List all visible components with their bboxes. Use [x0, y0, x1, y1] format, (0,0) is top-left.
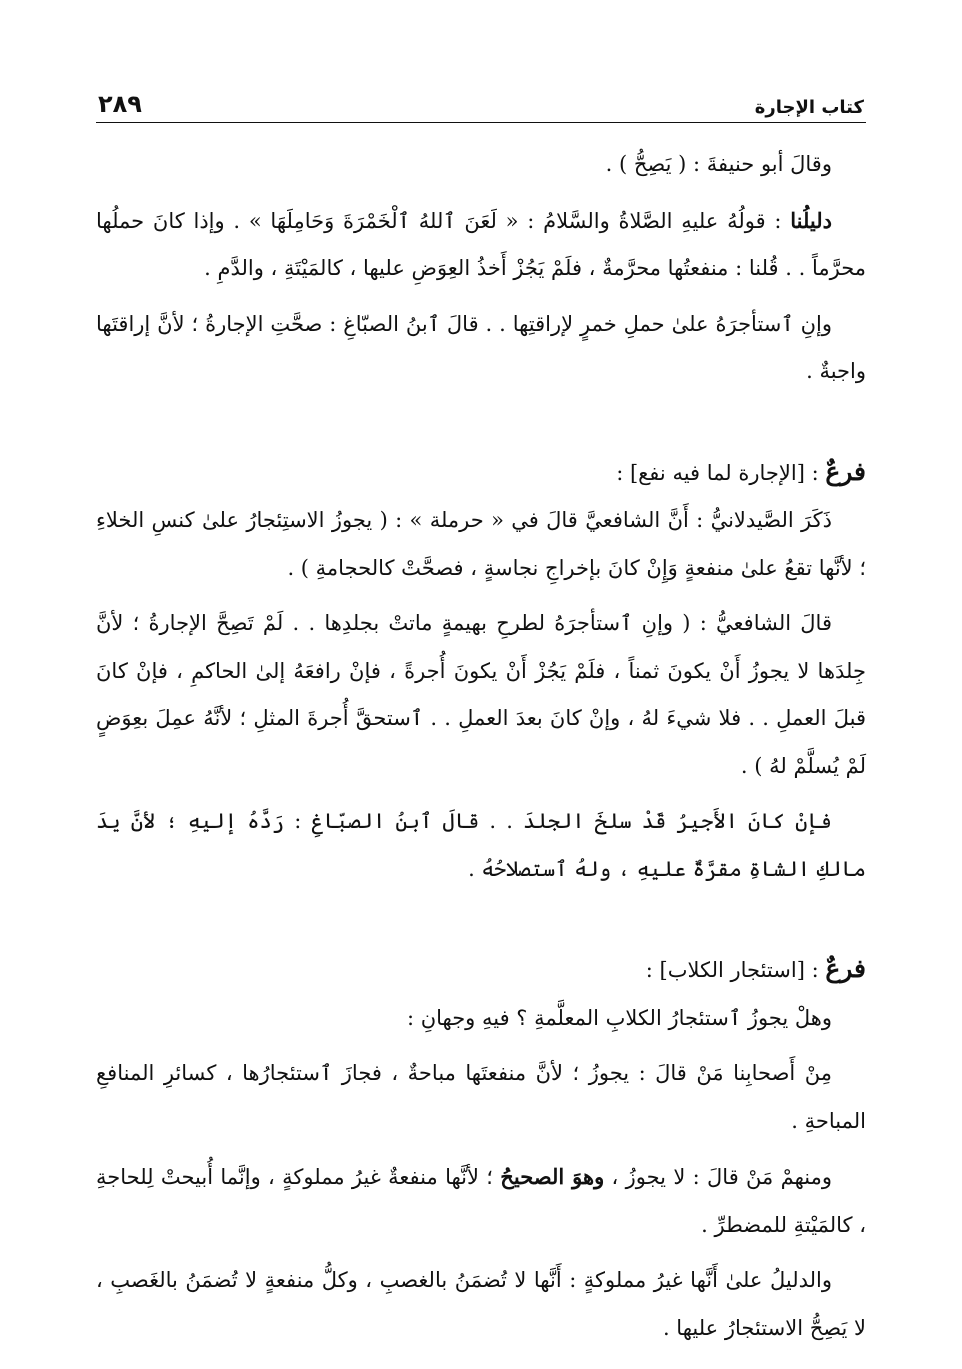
evidence-text: : قولُهُ عليهِ الصَّلاةُ والسَّلامُ : « لَعَنَ ٱللهُ ٱلْخَمْرَةَ وَحَامِلَهَا » . وإذا كانَ حملُها محرَّماً . . قُلنا : منفعتُها محرَّمةٌ ، فلَمْ يَجُزْ أَخذُ العِوَضِ عليها ، كالمَيْتَةِ ، والدَّمِ . [96, 208, 866, 280]
paragraph-second-view [96, 1153, 866, 1249]
section-heading-dogs [96, 945, 866, 995]
correct-view-label: وهوَ الصحيحُ [500, 1164, 605, 1189]
second-view-text-a: ومنهمْ مَنْ قالَ : لا يجوزُ ، [604, 1165, 832, 1189]
paragraph-evidence [96, 197, 866, 293]
paragraph-proof: والدليلُ علىٰ أَنَّها غيرُ مملوكةٍ : أَنَّها لا تُضمَنُ بالغصبِ ، وكلُّ منفعةٍ لا تُضمَنُ بالغَصبِ ، لا يَصِحُّ الاستئجارُ عليها . [96, 1268, 866, 1340]
running-header [96, 78, 866, 123]
far-label: فرعٌ [825, 456, 866, 486]
paragraph-abu-hanifa: وقالَ أبو حنيفةَ : ( يَصِحُّ ) . [605, 152, 832, 176]
main-text [96, 141, 866, 1352]
far-label: فرعٌ [825, 954, 866, 983]
chapter-title: كتاب الإجارة [754, 97, 864, 118]
paragraph-first-view: مِنْ أَصحابِنا مَنْ قالَ : يجوزُ ؛ لأنَّ منفعتَها مباحةٌ ، فجازَ ٱستئجارُها ، كسائرِ المنافعِ المباحةِ . [96, 1061, 866, 1133]
second-view-text-b: ؛ لأنَّها منفعةٌ غيرُ مملوكةٍ ، وإنَّما أُبيحتْ لِلحاجةِ ، كالمَيْتةِ للمضطرِّ . [96, 1165, 866, 1237]
book-page [96, 78, 866, 1369]
section-heading-text: : [الإجارة لما فيه نفع] : [616, 460, 826, 485]
section-heading-beneficial-hire [96, 448, 866, 498]
paragraph-shafii: قالَ الشافعيُّ : ( وإنِ ٱستأجرَهُ لطرحِ بهيمةٍ ماتتْ بجلدِها . . لَمْ تَصِحَّ الإجارةُ ؛ لأنَّ جِلدَها لا يجوزُ أَنْ يكونَ ثمناً ، فلَمْ يَجُزْ أَنْ يكونَ أُجرةً ، فإنْ رافعَهُ إلىٰ الحاكمِ ، فإنْ كانَ قبلَ العملِ . . فلا شيءَ لهُ ، وإنْ كانَ بعدَ العملِ . . ٱستحقَّ أُجرةَ المثلِ ؛ لأنَّهُ عمِلَ بعِوَضٍ لَمْ يُسلَّمْ لهُ ) . [96, 611, 866, 778]
paragraph-dogs-question: وهلْ يجوزُ ٱستئجارُ الكلابِ المعلَّمةِ ؟ فيهِ وجهانِ : [406, 1005, 832, 1030]
paragraph-saydalani: ذَكَرَ الصَّيدلانيُّ : أَنَّ الشافعيَّ قالَ في « حرملة » : ( يجوزُ الاستِئجارُ علىٰ كنسِ الخلاءِ ؛ لأنَّها تقعُ علىٰ منفعةٍ وَإِنْ كانَ بإخراجِ نجاسةٍ ، فصحَّتْ كالحجامةِ ) . [96, 508, 866, 580]
paragraph-wine-disposal: وإنِ ٱستأجرَهُ علىٰ حملِ خمرٍ لإراقتِها . . قالَ ٱبنُ الصبّاغِ : صحَّتِ الإجارةُ ؛ لأنَّ إراقتَها واجبةٌ . [96, 311, 866, 383]
paragraph-skinning: فإنْ كانَ الأَجيرُ قَدْ سلخَ الجلدَ . . قالَ ٱبنُ الصبّاغِ : رَدَّهُ إليهِ ؛ لأنَّ يدَ مالكِ الشاةِ مقرَّةٌ عليهِ ، ولهُ ٱستصلاحُهُ . [96, 809, 866, 881]
evidence-label: دليلُنا [790, 207, 832, 233]
section-heading-text: : [استئجار الكلاب] : [645, 958, 826, 982]
page-number: ٢٨٩ [98, 90, 142, 118]
